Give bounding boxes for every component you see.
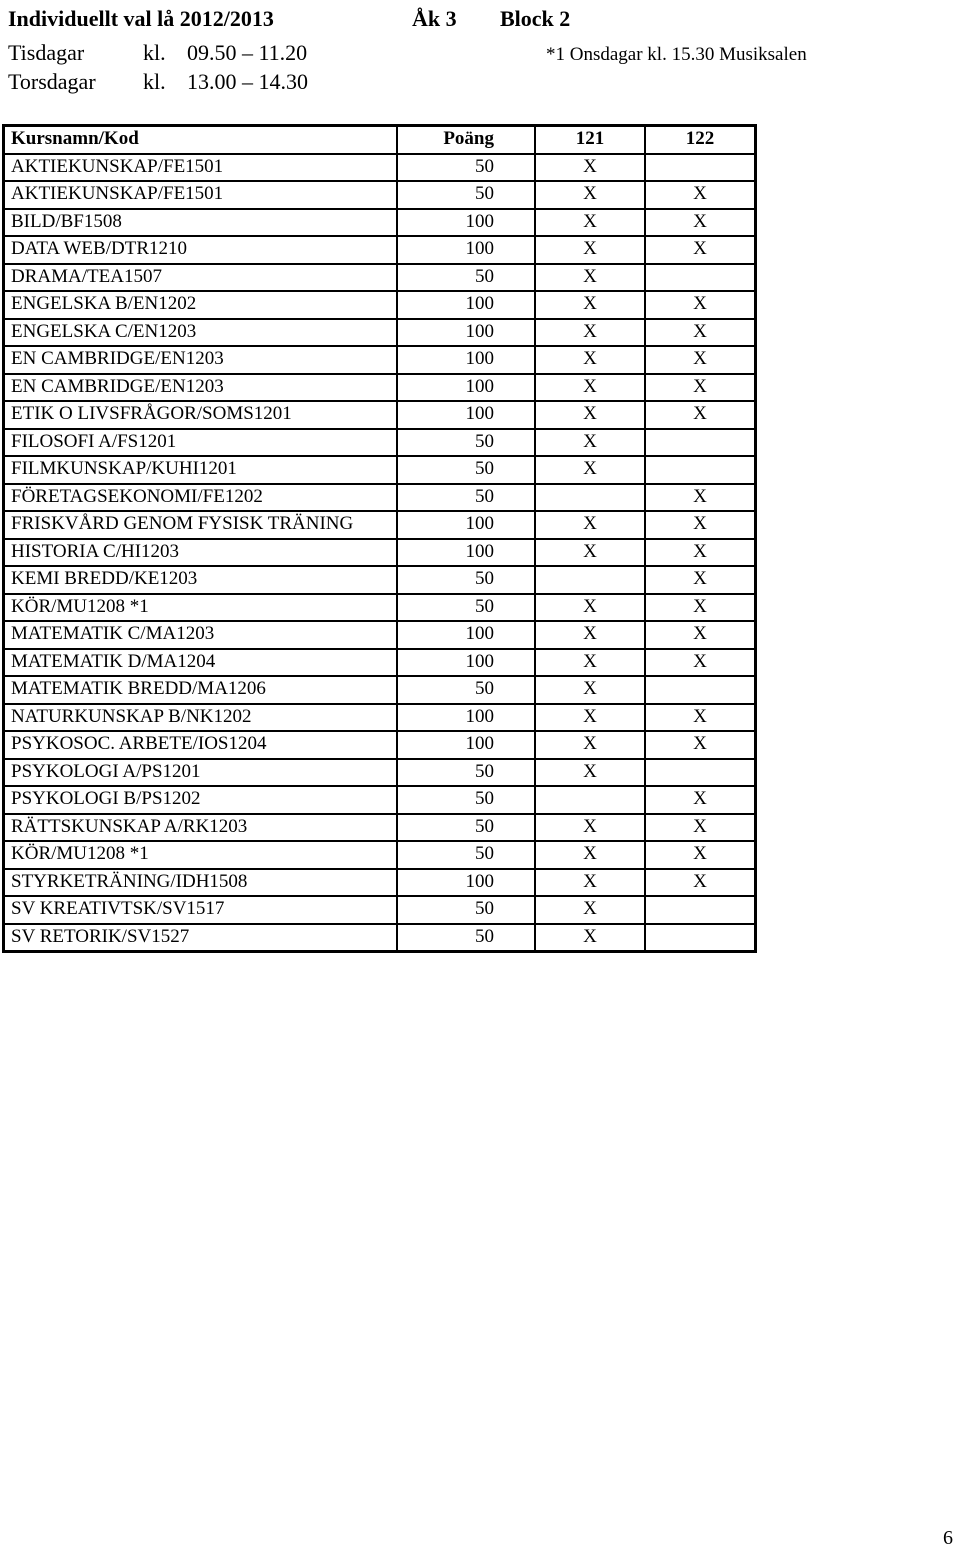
table-row <box>4 429 756 457</box>
block-121-cell: X <box>535 511 645 539</box>
points-cell: 100 <box>397 511 535 539</box>
points-cell: 50 <box>397 484 535 512</box>
points-cell: 50 <box>397 181 535 209</box>
course-name-cell: KEMI BREDD/KE1203 <box>4 566 398 594</box>
table-row <box>4 704 756 732</box>
table-row <box>4 841 756 869</box>
points-cell: 50 <box>397 264 535 292</box>
grade-label: Åk 3 <box>412 6 457 31</box>
table-row <box>4 484 756 512</box>
block-122-cell <box>645 264 756 292</box>
block-121-cell: X <box>535 924 645 952</box>
column-header-122: 122 <box>645 126 756 154</box>
block-122-cell: X <box>645 786 756 814</box>
course-name-cell: FÖRETAGSEKONOMI/FE1202 <box>4 484 398 512</box>
points-cell: 50 <box>397 759 535 787</box>
table-row <box>4 319 756 347</box>
column-header-points: Poäng <box>397 126 535 154</box>
course-name-cell: DRAMA/TEA1507 <box>4 264 398 292</box>
thursday-label: Torsdagar <box>8 69 96 94</box>
course-name-cell: AKTIEKUNSKAP/FE1501 <box>4 154 398 182</box>
course-name-cell: SV RETORIK/SV1527 <box>4 924 398 952</box>
block-121-cell: X <box>535 814 645 842</box>
block-122-cell: X <box>645 841 756 869</box>
points-cell: 100 <box>397 291 535 319</box>
block-121-cell: X <box>535 209 645 237</box>
course-name-cell: RÄTTSKUNSKAP A/RK1203 <box>4 814 398 842</box>
table-row <box>4 456 756 484</box>
block-121-cell: X <box>535 704 645 732</box>
block-121-cell: X <box>535 291 645 319</box>
course-name-cell: ENGELSKA B/EN1202 <box>4 291 398 319</box>
table-row <box>4 236 756 264</box>
block-122-cell <box>645 759 756 787</box>
table-row <box>4 209 756 237</box>
block-122-cell: X <box>645 374 756 402</box>
block-122-cell: X <box>645 814 756 842</box>
block-121-cell: X <box>535 539 645 567</box>
course-table <box>2 124 757 953</box>
tuesday-kl: kl. <box>143 40 166 65</box>
course-name-cell: PSYKOSOC. ARBETE/IOS1204 <box>4 731 398 759</box>
block-121-cell: X <box>535 621 645 649</box>
course-name-cell: MATEMATIK BREDD/MA1206 <box>4 676 398 704</box>
block-121-cell: X <box>535 401 645 429</box>
table-row <box>4 621 756 649</box>
block-121-cell <box>535 566 645 594</box>
block-121-cell <box>535 484 645 512</box>
points-cell: 100 <box>397 539 535 567</box>
points-cell: 100 <box>397 346 535 374</box>
page-title: Individuellt val lå 2012/2013 <box>8 6 274 31</box>
course-name-cell: ETIK O LIVSFRÅGOR/SOMS1201 <box>4 401 398 429</box>
column-header-121: 121 <box>535 126 645 154</box>
table-row <box>4 896 756 924</box>
table-row <box>4 814 756 842</box>
course-name-cell: PSYKOLOGI A/PS1201 <box>4 759 398 787</box>
block-122-cell: X <box>645 621 756 649</box>
points-cell: 50 <box>397 786 535 814</box>
course-name-cell: SV KREATIVTSK/SV1517 <box>4 896 398 924</box>
points-cell: 100 <box>397 731 535 759</box>
table-row <box>4 181 756 209</box>
points-cell: 50 <box>397 841 535 869</box>
block-121-cell: X <box>535 346 645 374</box>
course-name-cell: BILD/BF1508 <box>4 209 398 237</box>
points-cell: 50 <box>397 594 535 622</box>
block-121-cell: X <box>535 649 645 677</box>
block-122-cell: X <box>645 401 756 429</box>
block-121-cell: X <box>535 456 645 484</box>
table-row <box>4 401 756 429</box>
course-name-cell: EN CAMBRIDGE/EN1203 <box>4 346 398 374</box>
table-row <box>4 786 756 814</box>
block-121-cell: X <box>535 374 645 402</box>
block-121-cell: X <box>535 594 645 622</box>
table-row <box>4 291 756 319</box>
table-row <box>4 511 756 539</box>
block-121-cell: X <box>535 236 645 264</box>
block-122-cell <box>645 924 756 952</box>
points-cell: 100 <box>397 236 535 264</box>
block-121-cell <box>535 786 645 814</box>
points-cell: 50 <box>397 896 535 924</box>
course-name-cell: PSYKOLOGI B/PS1202 <box>4 786 398 814</box>
table-row <box>4 649 756 677</box>
course-name-cell: ENGELSKA C/EN1203 <box>4 319 398 347</box>
points-cell: 100 <box>397 649 535 677</box>
course-name-cell: NATURKUNSKAP B/NK1202 <box>4 704 398 732</box>
block-label: Block 2 <box>500 6 571 31</box>
block-122-cell <box>645 154 756 182</box>
course-name-cell: DATA WEB/DTR1210 <box>4 236 398 264</box>
table-row <box>4 539 756 567</box>
block-121-cell: X <box>535 731 645 759</box>
course-name-cell: STYRKETRÄNING/IDH1508 <box>4 869 398 897</box>
block-121-cell: X <box>535 154 645 182</box>
thursday-time: 13.00 – 14.30 <box>187 69 308 94</box>
block-122-cell: X <box>645 511 756 539</box>
block-121-cell: X <box>535 319 645 347</box>
block-122-cell: X <box>645 209 756 237</box>
block-122-cell <box>645 429 756 457</box>
points-cell: 50 <box>397 456 535 484</box>
table-row <box>4 759 756 787</box>
block-122-cell: X <box>645 346 756 374</box>
block-121-cell: X <box>535 869 645 897</box>
block-121-cell: X <box>535 181 645 209</box>
points-cell: 100 <box>397 319 535 347</box>
points-cell: 50 <box>397 924 535 952</box>
points-cell: 50 <box>397 566 535 594</box>
points-cell: 100 <box>397 704 535 732</box>
table-row <box>4 566 756 594</box>
block-122-cell: X <box>645 236 756 264</box>
course-name-cell: KÖR/MU1208 *1 <box>4 594 398 622</box>
table-row <box>4 154 756 182</box>
block-122-cell: X <box>645 539 756 567</box>
block-121-cell: X <box>535 896 645 924</box>
block-122-cell: X <box>645 566 756 594</box>
block-122-cell: X <box>645 291 756 319</box>
block-121-cell: X <box>535 841 645 869</box>
course-name-cell: AKTIEKUNSKAP/FE1501 <box>4 181 398 209</box>
points-cell: 50 <box>397 429 535 457</box>
course-name-cell: EN CAMBRIDGE/EN1203 <box>4 374 398 402</box>
block-122-cell <box>645 456 756 484</box>
table-row <box>4 346 756 374</box>
table-row <box>4 924 756 952</box>
tuesday-time: 09.50 – 11.20 <box>187 40 308 65</box>
block-122-cell: X <box>645 869 756 897</box>
course-name-cell: HISTORIA C/HI1203 <box>4 539 398 567</box>
course-name-cell: FRISKVÅRD GENOM FYSISK TRÄNING <box>4 511 398 539</box>
thursday-kl: kl. <box>143 69 166 94</box>
block-121-cell: X <box>535 264 645 292</box>
block-122-cell: X <box>645 484 756 512</box>
course-name-cell: KÖR/MU1208 *1 <box>4 841 398 869</box>
block-122-cell <box>645 676 756 704</box>
column-header-name: Kursnamn/Kod <box>4 126 398 154</box>
block-121-cell: X <box>535 676 645 704</box>
block-122-cell: X <box>645 181 756 209</box>
block-122-cell: X <box>645 649 756 677</box>
block-122-cell: X <box>645 594 756 622</box>
tuesday-label: Tisdagar <box>8 40 85 65</box>
points-cell: 100 <box>397 209 535 237</box>
footnote: *1 Onsdagar kl. 15.30 Musiksalen <box>546 44 807 65</box>
block-122-cell <box>645 896 756 924</box>
page-number: 6 <box>943 1527 953 1549</box>
points-cell: 100 <box>397 374 535 402</box>
table-row <box>4 869 756 897</box>
block-121-cell: X <box>535 429 645 457</box>
points-cell: 50 <box>397 814 535 842</box>
points-cell: 100 <box>397 621 535 649</box>
points-cell: 50 <box>397 154 535 182</box>
course-name-cell: FILMKUNSKAP/KUHI1201 <box>4 456 398 484</box>
block-122-cell: X <box>645 319 756 347</box>
course-name-cell: MATEMATIK D/MA1204 <box>4 649 398 677</box>
block-121-cell: X <box>535 759 645 787</box>
points-cell: 100 <box>397 401 535 429</box>
course-name-cell: MATEMATIK C/MA1203 <box>4 621 398 649</box>
block-122-cell: X <box>645 731 756 759</box>
table-row <box>4 731 756 759</box>
table-row <box>4 676 756 704</box>
points-cell: 100 <box>397 869 535 897</box>
table-row <box>4 264 756 292</box>
block-122-cell: X <box>645 704 756 732</box>
course-name-cell: FILOSOFI A/FS1201 <box>4 429 398 457</box>
table-header-row <box>4 126 756 154</box>
points-cell: 50 <box>397 676 535 704</box>
table-row <box>4 594 756 622</box>
table-row <box>4 374 756 402</box>
